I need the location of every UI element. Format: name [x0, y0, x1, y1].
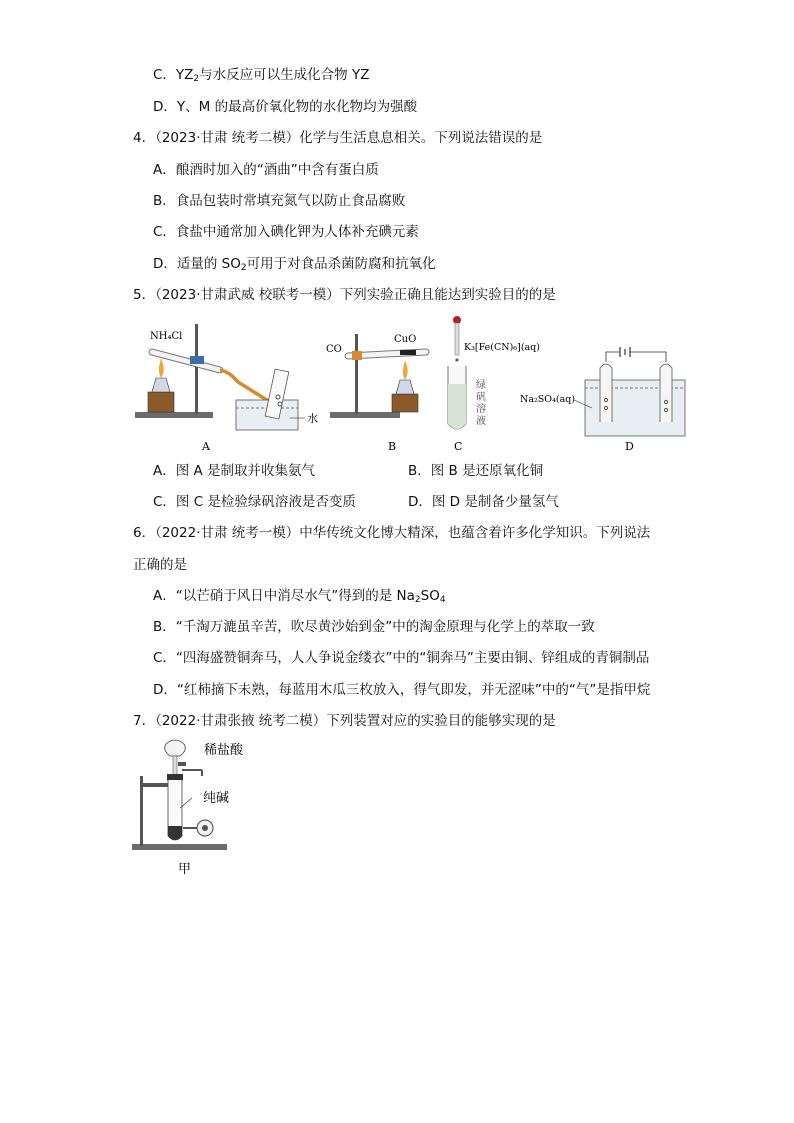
- q5-apparatus-figure: [130, 312, 710, 457]
- solution-char-3: 溶: [476, 404, 486, 415]
- apparatus-c: [448, 316, 540, 453]
- co-label: CO: [326, 344, 342, 355]
- soda-ash-label: 纯碱: [203, 791, 230, 806]
- green-vitriol-solution: [448, 384, 466, 429]
- separatory-funnel: [165, 740, 186, 756]
- apparatus-d: [520, 347, 685, 453]
- wooden-block: [148, 392, 174, 412]
- right-tube: [660, 364, 672, 422]
- q6-stem-line2: 正确的是: [133, 557, 187, 573]
- nh4cl-label: NH₄Cl: [150, 331, 183, 342]
- q6-option-d: D．“红柿摘下未熟，每蓝用木瓜三枚放入，得气即发，并无涩味”中的“气”是指甲烷: [153, 682, 651, 698]
- apparatus-b: [326, 334, 426, 453]
- q4-option-d: D．适量的 $SO_2$可用于对食品杀菌防腐和抗氧化: [153, 256, 436, 273]
- q6-option-b: B．“千淘万漉虽辛苦，吹尽黄沙始到金”中的淘金原理与化学上的萃取一致: [153, 619, 595, 635]
- stand-base: [330, 412, 400, 418]
- rubber-stopper: [167, 774, 183, 780]
- q5-option-d: D．图 D 是制备少量氢气: [408, 494, 559, 510]
- solution-char-2: 矾: [476, 392, 486, 403]
- na2so4-label: Na₂SO₄(aq): [520, 394, 576, 405]
- flame: [159, 358, 164, 378]
- caption-a: A: [202, 440, 210, 453]
- alcohol-lamp: [152, 378, 170, 392]
- cuo-label: CuO: [394, 334, 417, 345]
- dropper: [455, 323, 459, 355]
- stand-base: [132, 844, 227, 850]
- solution-char-4: 液: [476, 416, 486, 427]
- q6-stem-line1: 6．（2022·甘肃 统考一模）中华传统文化博大精深，也蕴含着许多化学知识。下列说法: [133, 525, 651, 541]
- cuo-powder: [400, 350, 416, 355]
- solution-char-1: 绿: [476, 380, 486, 391]
- caption-d: D: [625, 440, 634, 453]
- q4-option-c: C．食盐中通常加入碘化钾为人体补充碘元素: [153, 224, 419, 240]
- q6-option-a: A．“以芒硝于风日中消尽水气”得到的是 $Na_2SO_4$: [153, 588, 446, 605]
- left-tube: [600, 364, 612, 422]
- water-label: 水: [307, 412, 318, 425]
- alcohol-lamp: [396, 380, 414, 394]
- flame: [403, 360, 408, 380]
- q3-option-d: D．Y、M 的最高价氧化物的水化物均为强酸: [153, 99, 418, 115]
- q5-option-b: B．图 B 是还原氧化铜: [408, 463, 544, 479]
- stopcock: [178, 762, 186, 766]
- caption-b: B: [388, 440, 397, 453]
- q7-stem: 7．（2022·甘肃张掖 统考二模）下列装置对应的实验目的能够实现的是: [133, 713, 556, 729]
- apparatus-a: [135, 324, 318, 453]
- clamp: [190, 356, 204, 364]
- wooden-block: [392, 394, 418, 412]
- stand-rod: [195, 324, 198, 414]
- soda-ash-solid: [168, 826, 182, 840]
- q6-option-c: C．“四海盛赞铜奔马，人人争说金缕衣”中的“铜奔马”主要由铜、锌组成的青铜制品: [153, 650, 650, 666]
- caption-c: C: [454, 440, 463, 453]
- stand-rod: [355, 334, 358, 414]
- q5-option-a: A．图 A 是制取并收集氨气: [153, 463, 316, 479]
- q5-option-c: C．图 C 是检验绿矾溶液是否变质: [153, 494, 356, 510]
- q4-option-b: B．食品包装时常填充氮气以防止食品腐败: [153, 193, 406, 209]
- q4-option-a: A．酿酒时加入的“酒曲”中含有蛋白质: [153, 162, 379, 178]
- caption-jia: 甲: [178, 862, 192, 877]
- q4-stem: 4．（2023·甘肃 统考二模）化学与生活息息相关。下列说法错误的是: [133, 130, 543, 146]
- stand-base: [135, 412, 213, 418]
- hydrochloric-acid-label: 稀盐酸: [204, 743, 244, 758]
- q3-option-c: C．$YZ_2$与水反应可以生成化合物 YZ: [153, 67, 370, 84]
- q7-apparatus-jia: [130, 736, 290, 881]
- q5-stem: 5．（2023·甘肃武威 校联考一模）下列实验正确且能达到实验目的的是: [133, 287, 556, 303]
- reagent-label: K₃[Fe(CN)₆](aq): [464, 342, 540, 353]
- stopper: [352, 351, 362, 360]
- circuit-wire: [606, 352, 666, 362]
- delivery-tube: [220, 370, 270, 402]
